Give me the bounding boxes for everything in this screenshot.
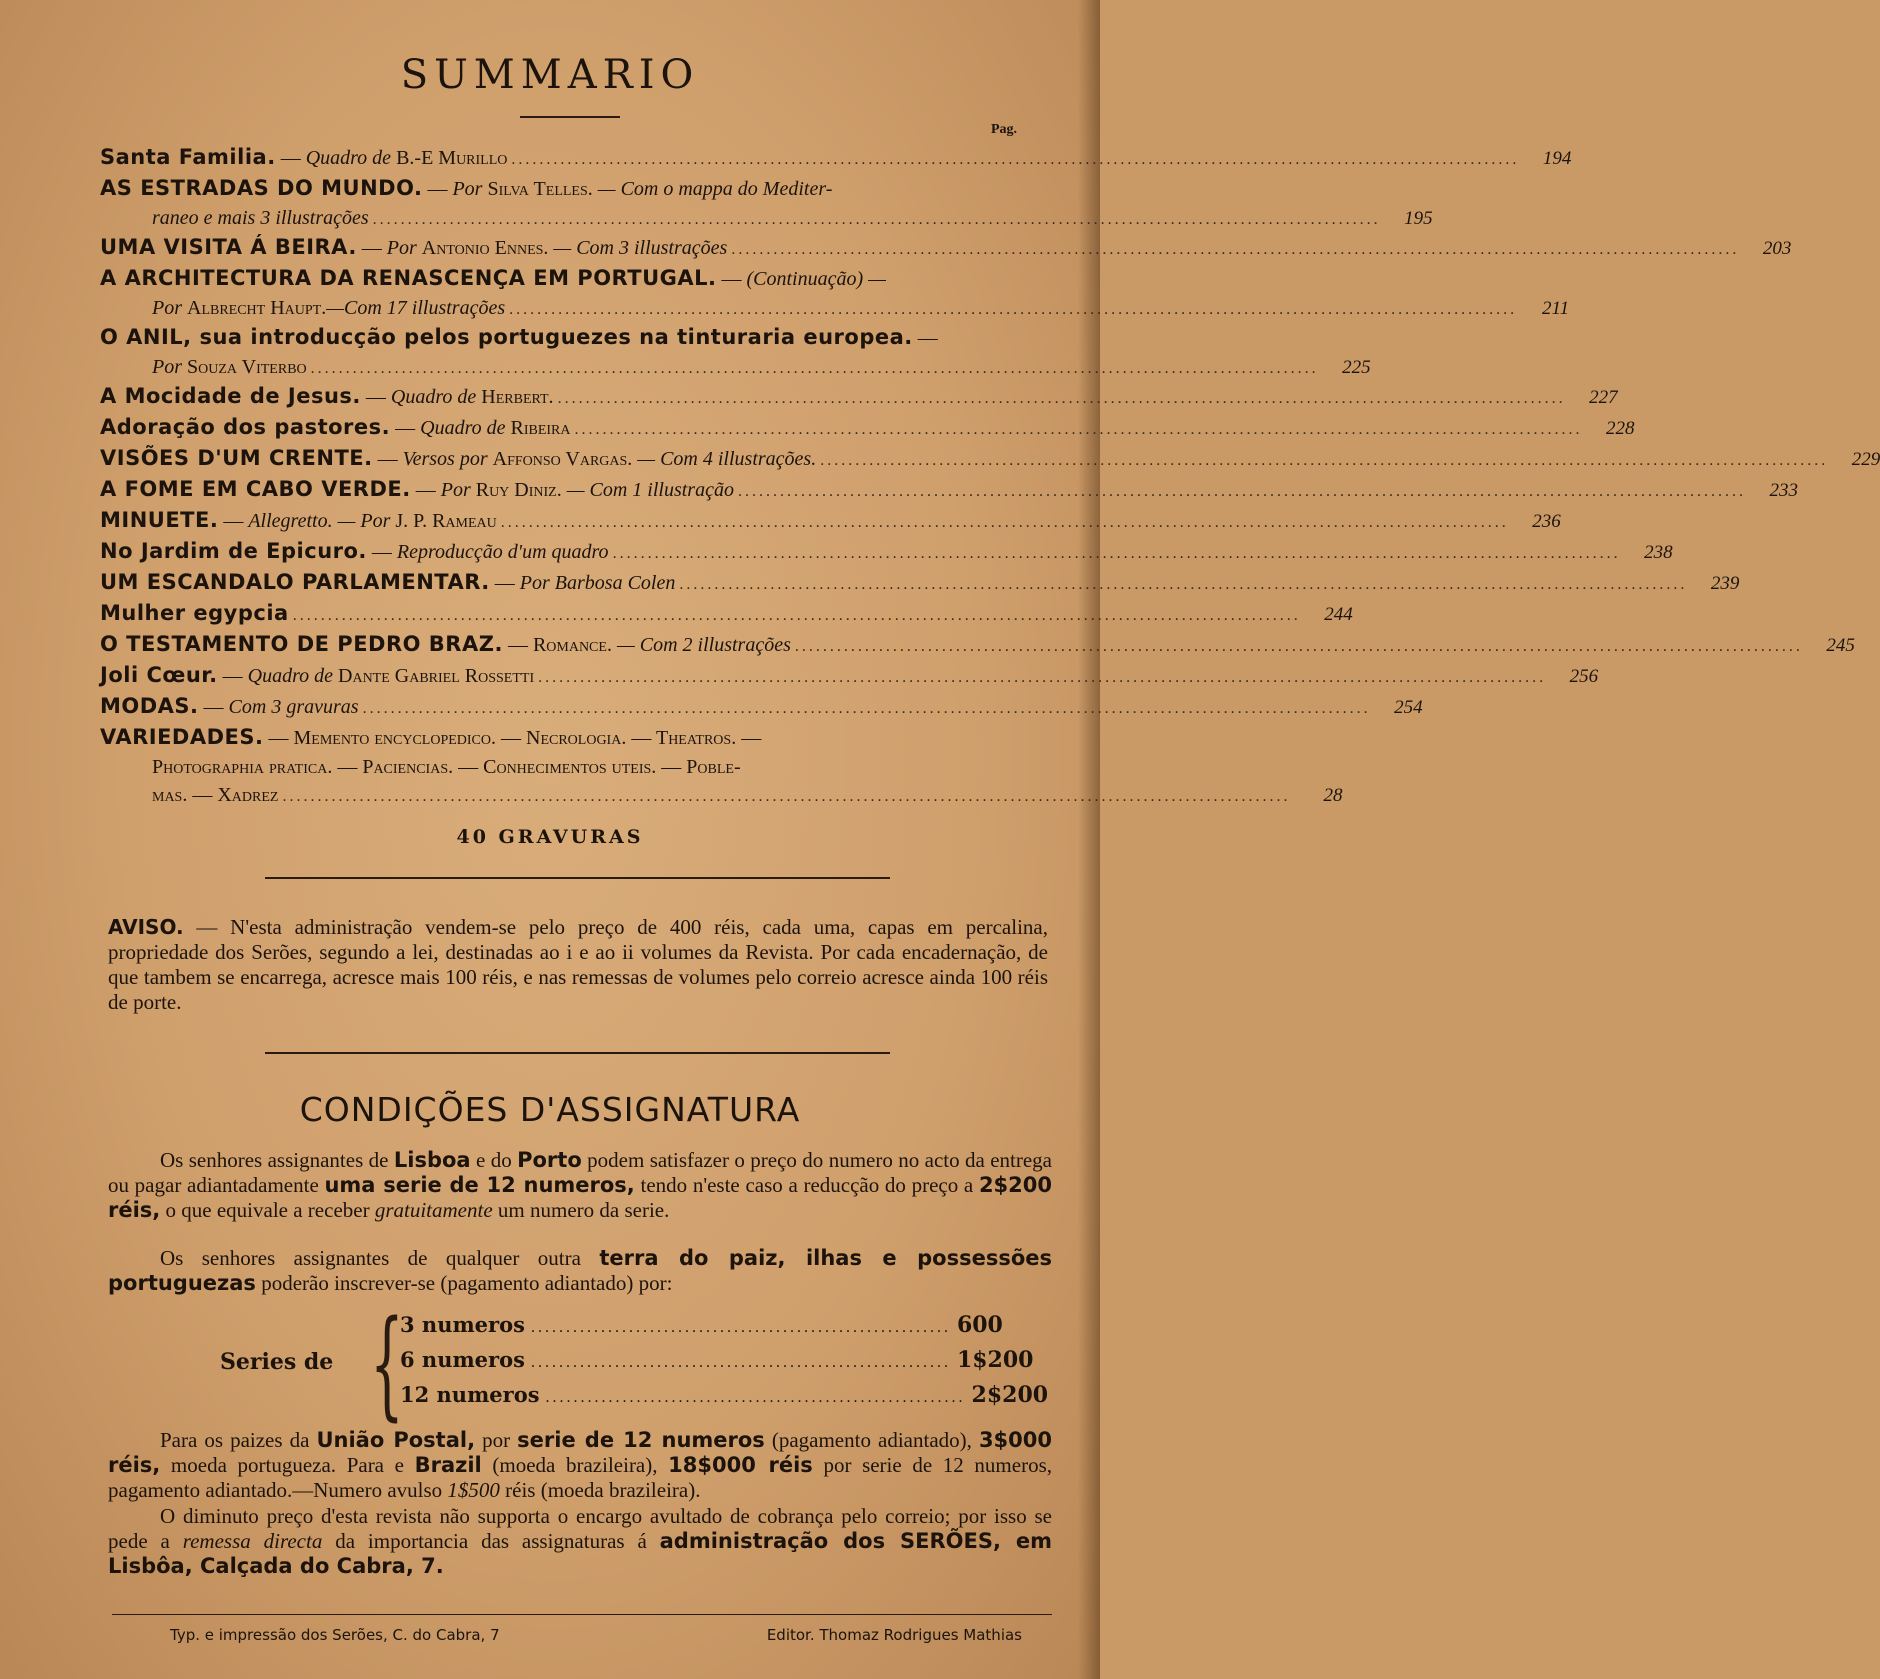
page-column-label: Pag. — [990, 122, 1017, 137]
series-row: 3 numeros ..... 600 — [400, 1312, 952, 1338]
entry-attribution: Por — [440, 479, 476, 501]
entry-separator: — — [390, 417, 421, 439]
page-number: 195 — [1404, 208, 1433, 229]
entry-author: Ruy Diniz. — [475, 479, 562, 501]
entry-detail: Com 3 gravuras — [228, 696, 359, 718]
page-number: 227 — [1589, 387, 1618, 408]
entry-separator: — — [716, 268, 747, 290]
page-number: 233 — [1769, 480, 1798, 501]
toc-entry — [100, 691, 1423, 722]
footer-rule — [112, 1614, 1052, 1615]
entry-author: Memento encyclopedico. — Necrologia. — Theatros. — — [293, 727, 762, 749]
leader-dots — [575, 414, 1583, 445]
entry-detail: — Com 2 illustrações — [611, 634, 791, 656]
leader-dots — [509, 296, 1517, 324]
editor-info: Editor. Thomaz Rodrigues Mathias — [766, 1626, 1022, 1644]
entry-attribution: Por — [152, 297, 187, 319]
entry-author: Albrecht Haupt. — [187, 297, 327, 319]
page-number: 245 — [1826, 635, 1855, 656]
series-price-table — [210, 1294, 1049, 1432]
paragraph-provinces: Os senhores assignantes de qualquer outra terra do paiz, ilhas e possessões portuguezas poderão inscrever-se (pagamento adiantado) por: — [108, 1246, 1052, 1295]
entry-author: B.-E Murillo — [396, 147, 508, 169]
entry-heading: A Mocidade de Jesus. — [100, 384, 361, 408]
entry-separator: — — [372, 448, 403, 470]
toc-entry — [100, 263, 1015, 294]
printer-info: Typ. e impressão dos Serões, C. do Cabra, 7 — [170, 1626, 500, 1644]
entry-separator: — — [263, 727, 294, 749]
toc-entry — [100, 412, 1635, 443]
entry-heading: Joli Cœur. — [100, 663, 218, 687]
entry-detail: — Com 1 illustração — [561, 479, 734, 501]
entry-attribution: Quadro de — [247, 665, 339, 687]
paragraph-lisboa-porto: Os senhores assignantes de Lisboa e do Porto podem satisfazer o preço do numero no acto da entrega ou pagar adiantadamente uma serie de 12 numeros, tendo n'este caso a reducção do preço a 2$200 réis, o que equivale a receber gratuitamente um numero da serie. — [108, 1148, 1053, 1222]
toc-entry — [100, 443, 1880, 474]
toc-entry — [100, 232, 1792, 263]
entry-attribution: Por — [452, 178, 488, 200]
aviso-label: AVISO. — [108, 915, 184, 939]
entry-heading: AS ESTRADAS DO MUNDO. — [100, 176, 423, 200]
entry-separator: — — [198, 696, 229, 718]
toc-entry — [100, 781, 1343, 809]
entry-separator: — — [217, 665, 248, 687]
page-number: 256 — [1569, 666, 1599, 687]
entry-heading: No Jardim de Epicuro. — [100, 539, 367, 563]
entry-heading: A FOME EM CABO VERDE. — [100, 477, 411, 501]
conditions-title: CONDIÇÕES D'ASSIGNATURA — [299, 1090, 801, 1129]
entry-author: Silva Telles. — [487, 178, 593, 200]
entry-heading: UM ESCANDALO PARLAMENTAR. — [100, 570, 490, 594]
entry-detail: (Continuação) — — [746, 268, 886, 290]
entry-heading: O TESTAMENTO DE PEDRO BRAZ. — [100, 632, 503, 656]
aviso-text: — N'esta administração vendem-se pelo preço de 400 réis, cada uma, capas em percalina, propriedade dos Serões, segundo a lei, destinadas ao i e ao ii volumes da Revista. Por cada encadernação, de que tambem se encarrega, acresce mais 100 réis, e nas remessas de volumes pelo correio acresce ainda 100 réis de porte. — [108, 915, 1048, 1014]
toc-entry — [100, 474, 1798, 505]
page-number: 238 — [1644, 542, 1673, 563]
series-row: 12 numeros ..... 2$200 — [400, 1382, 952, 1408]
brace-icon: { — [370, 1294, 404, 1432]
page-number: 225 — [1342, 357, 1371, 378]
toc-entry — [100, 722, 1015, 753]
paragraph-remessa: O diminuto preço d'esta revista não supporta o encargo avultado de cobrança pelo correio; por isso se pede a remessa directa da importancia das assignaturas á administração dos SERÕES, em Lisbôa, Calçada do Cabra, 7. — [108, 1504, 1053, 1578]
entry-separator: — — [366, 541, 397, 563]
entry-continuation: raneo e mais 3 illustrações — [152, 207, 369, 229]
leader-dots — [795, 631, 1803, 662]
entry-separator: — — [489, 572, 520, 594]
leader-dots — [731, 234, 1739, 265]
entry-author: Photographia pratica. — Paciencias. — Conhecimentos uteis. — Poble- — [152, 756, 741, 778]
leader-dots — [820, 445, 1828, 476]
entry-attribution: Quadro de — [390, 386, 482, 408]
entry-detail: Por Barbosa Colen — [519, 572, 676, 594]
entry-heading: Santa Familia. — [100, 145, 276, 169]
entry-attribution: Quadro de — [305, 147, 397, 169]
table-of-contents — [100, 142, 1880, 809]
leader-dots — [501, 507, 1509, 538]
toc-entry — [100, 173, 1015, 204]
leader-dots — [538, 662, 1546, 693]
entry-heading: A ARCHITECTURA DA RENASCENÇA EM PORTUGAL. — [100, 266, 717, 290]
entry-author: Ribeira — [510, 417, 571, 439]
series-row: 6 numeros ..... 1$200 — [400, 1347, 952, 1373]
entry-detail: Reproducção d'um quadro — [396, 541, 609, 563]
page-number: 228 — [1606, 418, 1635, 439]
entry-attribution: Por — [386, 237, 422, 259]
entry-detail: — Com 4 illustrações. — [632, 448, 817, 470]
toc-entry — [100, 753, 1015, 781]
leader-dots — [558, 383, 1566, 414]
leader-dots — [373, 206, 1381, 234]
entry-heading: Adoração dos pastores. — [100, 415, 391, 439]
entry-attribution: Por — [152, 356, 187, 378]
leader-dots — [311, 355, 1319, 383]
title-rule — [520, 116, 620, 118]
leader-dots — [511, 144, 1519, 175]
toc-entry — [100, 381, 1618, 412]
entry-detail: Allegretto. — Por — [248, 510, 396, 532]
entry-author: J. P. Rameau — [395, 510, 497, 532]
entry-heading: MINUETE. — [100, 508, 219, 532]
entry-separator: — — [360, 386, 391, 408]
page-number: 239 — [1710, 573, 1740, 594]
entry-detail: — Com o mappa do Mediter- — [592, 178, 833, 200]
toc-entry — [100, 598, 1353, 629]
leader-dots — [363, 693, 1371, 724]
entry-separator: — — [422, 178, 453, 200]
leader-dots — [293, 600, 1301, 631]
entry-heading: UMA VISITA Á BEIRA. — [100, 235, 357, 259]
entry-separator: — — [356, 237, 387, 259]
divider — [265, 1052, 890, 1054]
leader-dots — [738, 476, 1746, 507]
entry-author: Souza Viterbo — [187, 356, 307, 378]
page-number: 203 — [1762, 238, 1792, 259]
entry-detail: —Com 17 illustrações — [326, 297, 506, 319]
gravuras-count: 40 GRAVURAS — [456, 826, 644, 848]
toc-entry — [100, 505, 1561, 536]
toc-entry — [100, 567, 1740, 598]
toc-entry — [100, 294, 1570, 322]
entry-attribution: Versos por — [402, 448, 493, 470]
toc-entry — [100, 536, 1673, 567]
series-label: Series de — [220, 1349, 334, 1375]
entry-author: Herbert. — [481, 386, 554, 408]
page-number: 229 — [1851, 449, 1880, 470]
leader-dots — [613, 538, 1621, 569]
toc-entry — [100, 322, 1015, 353]
entry-separator: — — [410, 479, 441, 501]
entry-author: Romance. — [532, 634, 612, 656]
entry-author: Antonio Ennes. — [421, 237, 549, 259]
page-number: 194 — [1542, 148, 1572, 169]
page-number: 28 — [1323, 785, 1343, 806]
entry-heading: Mulher egypcia — [100, 601, 289, 625]
entry-heading: VISÕES D'UM CRENTE. — [100, 446, 373, 470]
entry-attribution: Quadro de — [420, 417, 511, 439]
entry-author: Dante Gabriel Rossetti — [338, 665, 535, 687]
toc-entry — [100, 353, 1371, 381]
page-title: SUMMARIO — [400, 52, 700, 98]
entry-author: Affonso Vargas. — [492, 448, 633, 470]
entry-separator: — — [502, 634, 533, 656]
toc-entry — [100, 142, 1572, 173]
page-number: 236 — [1532, 511, 1561, 532]
entry-separator: — — [912, 327, 938, 349]
toc-entry — [100, 204, 1433, 232]
entry-author: mas. — Xadrez — [152, 784, 279, 806]
aviso-notice — [108, 915, 1048, 1015]
toc-entry — [100, 629, 1855, 660]
entry-separator: — — [275, 147, 306, 169]
paragraph-uniao-postal: Para os paizes da União Postal, por serie de 12 numeros (pagamento adiantado), 3$000 réis, moeda portugueza. Para e Brazil (moeda brazileira), 18$000 réis por serie de 12 numeros, pagamento adiantado.—Numero avulso 1$500 réis (moeda brazileira). — [108, 1428, 1052, 1502]
page-number: 244 — [1324, 604, 1353, 625]
entry-heading: VARIEDADES. — [100, 725, 264, 749]
entry-heading: MODAS. — [100, 694, 199, 718]
leader-dots — [679, 569, 1687, 600]
page-number: 211 — [1542, 298, 1570, 319]
entry-heading: O ANIL, sua introducção pelos portuguezes na tinturaria europea. — [100, 325, 913, 349]
divider — [265, 877, 890, 879]
entry-separator: — — [218, 510, 249, 532]
page-number: 254 — [1394, 697, 1423, 718]
entry-detail: — Com 3 illustrações — [548, 237, 728, 259]
leader-dots — [282, 783, 1290, 811]
toc-entry — [100, 660, 1599, 691]
